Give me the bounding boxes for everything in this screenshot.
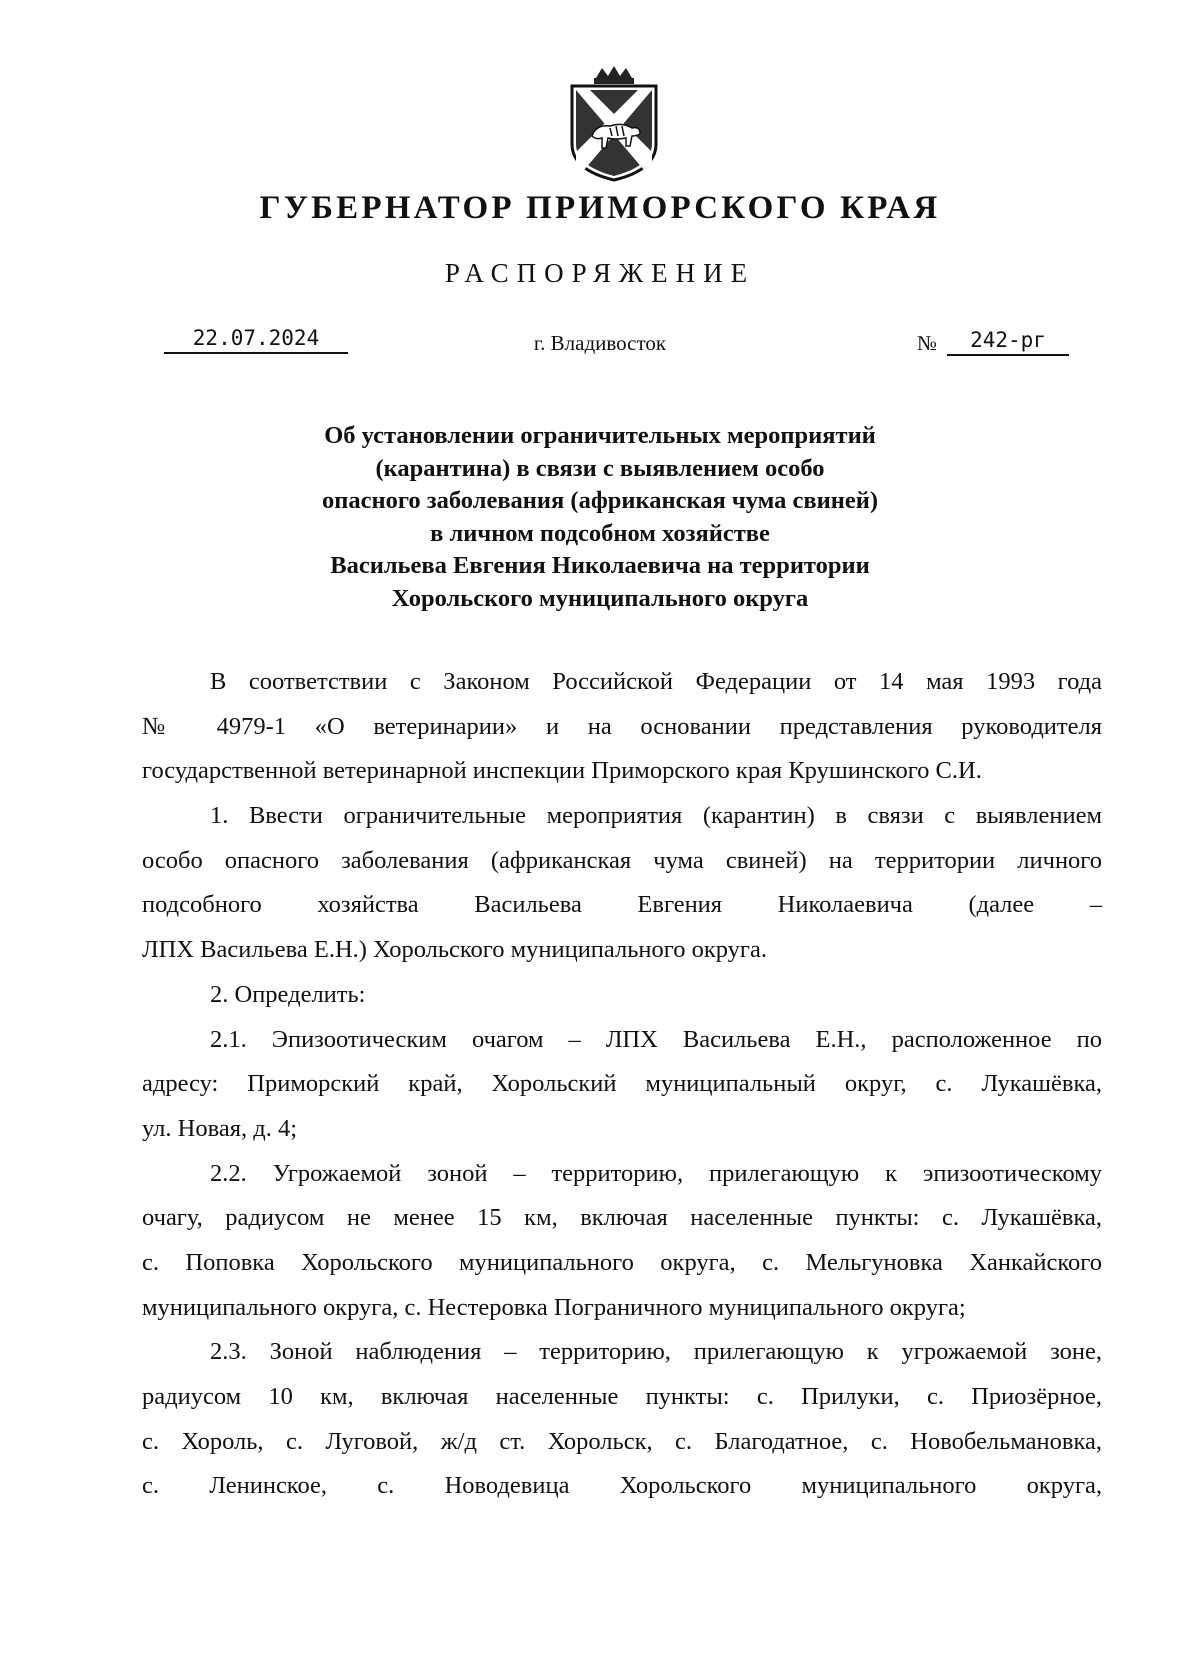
coat-of-arms-icon [566, 66, 662, 182]
number-sign: № [917, 331, 938, 355]
text-line: радиусом 10 км, включая населенные пункты: с. Прилуки, с. Приозёрное, [142, 1383, 1102, 1410]
text-line: с. Поповка Хорольского муниципального округа, с. Мельгуновка Ханкайского [142, 1248, 1102, 1276]
text-line: с. Ленинское, с. Новодевица Хорольского муниципального округа, [142, 1472, 1102, 1500]
subject-line: Васильева Евгения Николаевича на территории [330, 552, 870, 579]
text-line: государственной ветеринарной инспекции Приморского края Крушинского С.И. [142, 757, 982, 785]
paragraph-item-2-3 [142, 1330, 1102, 1509]
text-line: особо опасного заболевания (африканская чума свиней) на территории личного [142, 846, 1102, 874]
subject-line: в личном подсобном хозяйстве [430, 519, 770, 547]
subject-line: (карантина) в связи с выявлением особо [375, 454, 825, 482]
text-line: 2.1. Эпизоотическим очагом – ЛПХ Васильева Е.Н., расположенное по [210, 1025, 1102, 1053]
text-line: ЛПХ Васильева Е.Н.) Хорольского муниципального округа. [142, 936, 767, 964]
text-line: 2.2. Угрожаемой зоной – территорию, прилегающую к эпизоотическому [210, 1159, 1102, 1187]
text-line: 2.3. Зоной наблюдения – территорию, прилегающую к угрожаемой зоне, [210, 1338, 1102, 1366]
document-meta [0, 326, 1200, 366]
document-date: 22.07.2024 [164, 326, 348, 354]
subject-line: Об установлении ограничительных мероприятий [324, 422, 876, 449]
text-line: очагу, радиусом не менее 15 км, включая населенные пункты: с. Лукашёвка, [142, 1204, 1102, 1232]
document-subject [200, 420, 1000, 615]
paragraph-preamble [142, 660, 1102, 794]
subject-line: Хорольского муниципального округа [391, 584, 809, 612]
text-line: 1. Ввести ограничительные мероприятия (карантин) в связи с выявлением [210, 802, 1102, 830]
text-line: с. Хороль, с. Луговой, ж/д ст. Хорольск, с. Благодатное, с. Новобельмановка, [142, 1427, 1102, 1455]
text-line: В соответствии с Законом Российской Федерации от 14 мая 1993 года [210, 668, 1102, 695]
text-line: № 4979-1 «О ветеринарии» и на основании представления руководителя [142, 712, 1102, 740]
text-line: ул. Новая, д. 4; [142, 1114, 298, 1142]
text-line: адресу: Приморский край, Хорольский муниципальный округ, с. Лукашёвка, [142, 1070, 1102, 1098]
text-line: подсобного хозяйства Васильева Евгения Николаевича (далее – [142, 891, 1102, 919]
paragraph-item-1 [142, 794, 1102, 973]
document-type: РАСПОРЯЖЕНИЕ [444, 258, 756, 288]
paragraph-item-2 [142, 973, 1102, 1018]
paragraph-item-2-2 [142, 1152, 1102, 1331]
document-number-block [917, 328, 1069, 356]
paragraph-item-2-1 [142, 1018, 1102, 1152]
org-title: ГУБЕРНАТОР ПРИМОРСКОГО КРАЯ [259, 190, 941, 226]
text-line: 2. Определить: [210, 980, 366, 1008]
document-number: 242-рг [947, 328, 1069, 356]
document-body [142, 660, 1102, 1509]
text-line: муниципального округа, с. Нестеровка Пограничного муниципального округа; [142, 1293, 966, 1321]
document-city: г. Владивосток [533, 331, 667, 355]
subject-line: опасного заболевания (африканская чума свиней) [322, 487, 878, 514]
